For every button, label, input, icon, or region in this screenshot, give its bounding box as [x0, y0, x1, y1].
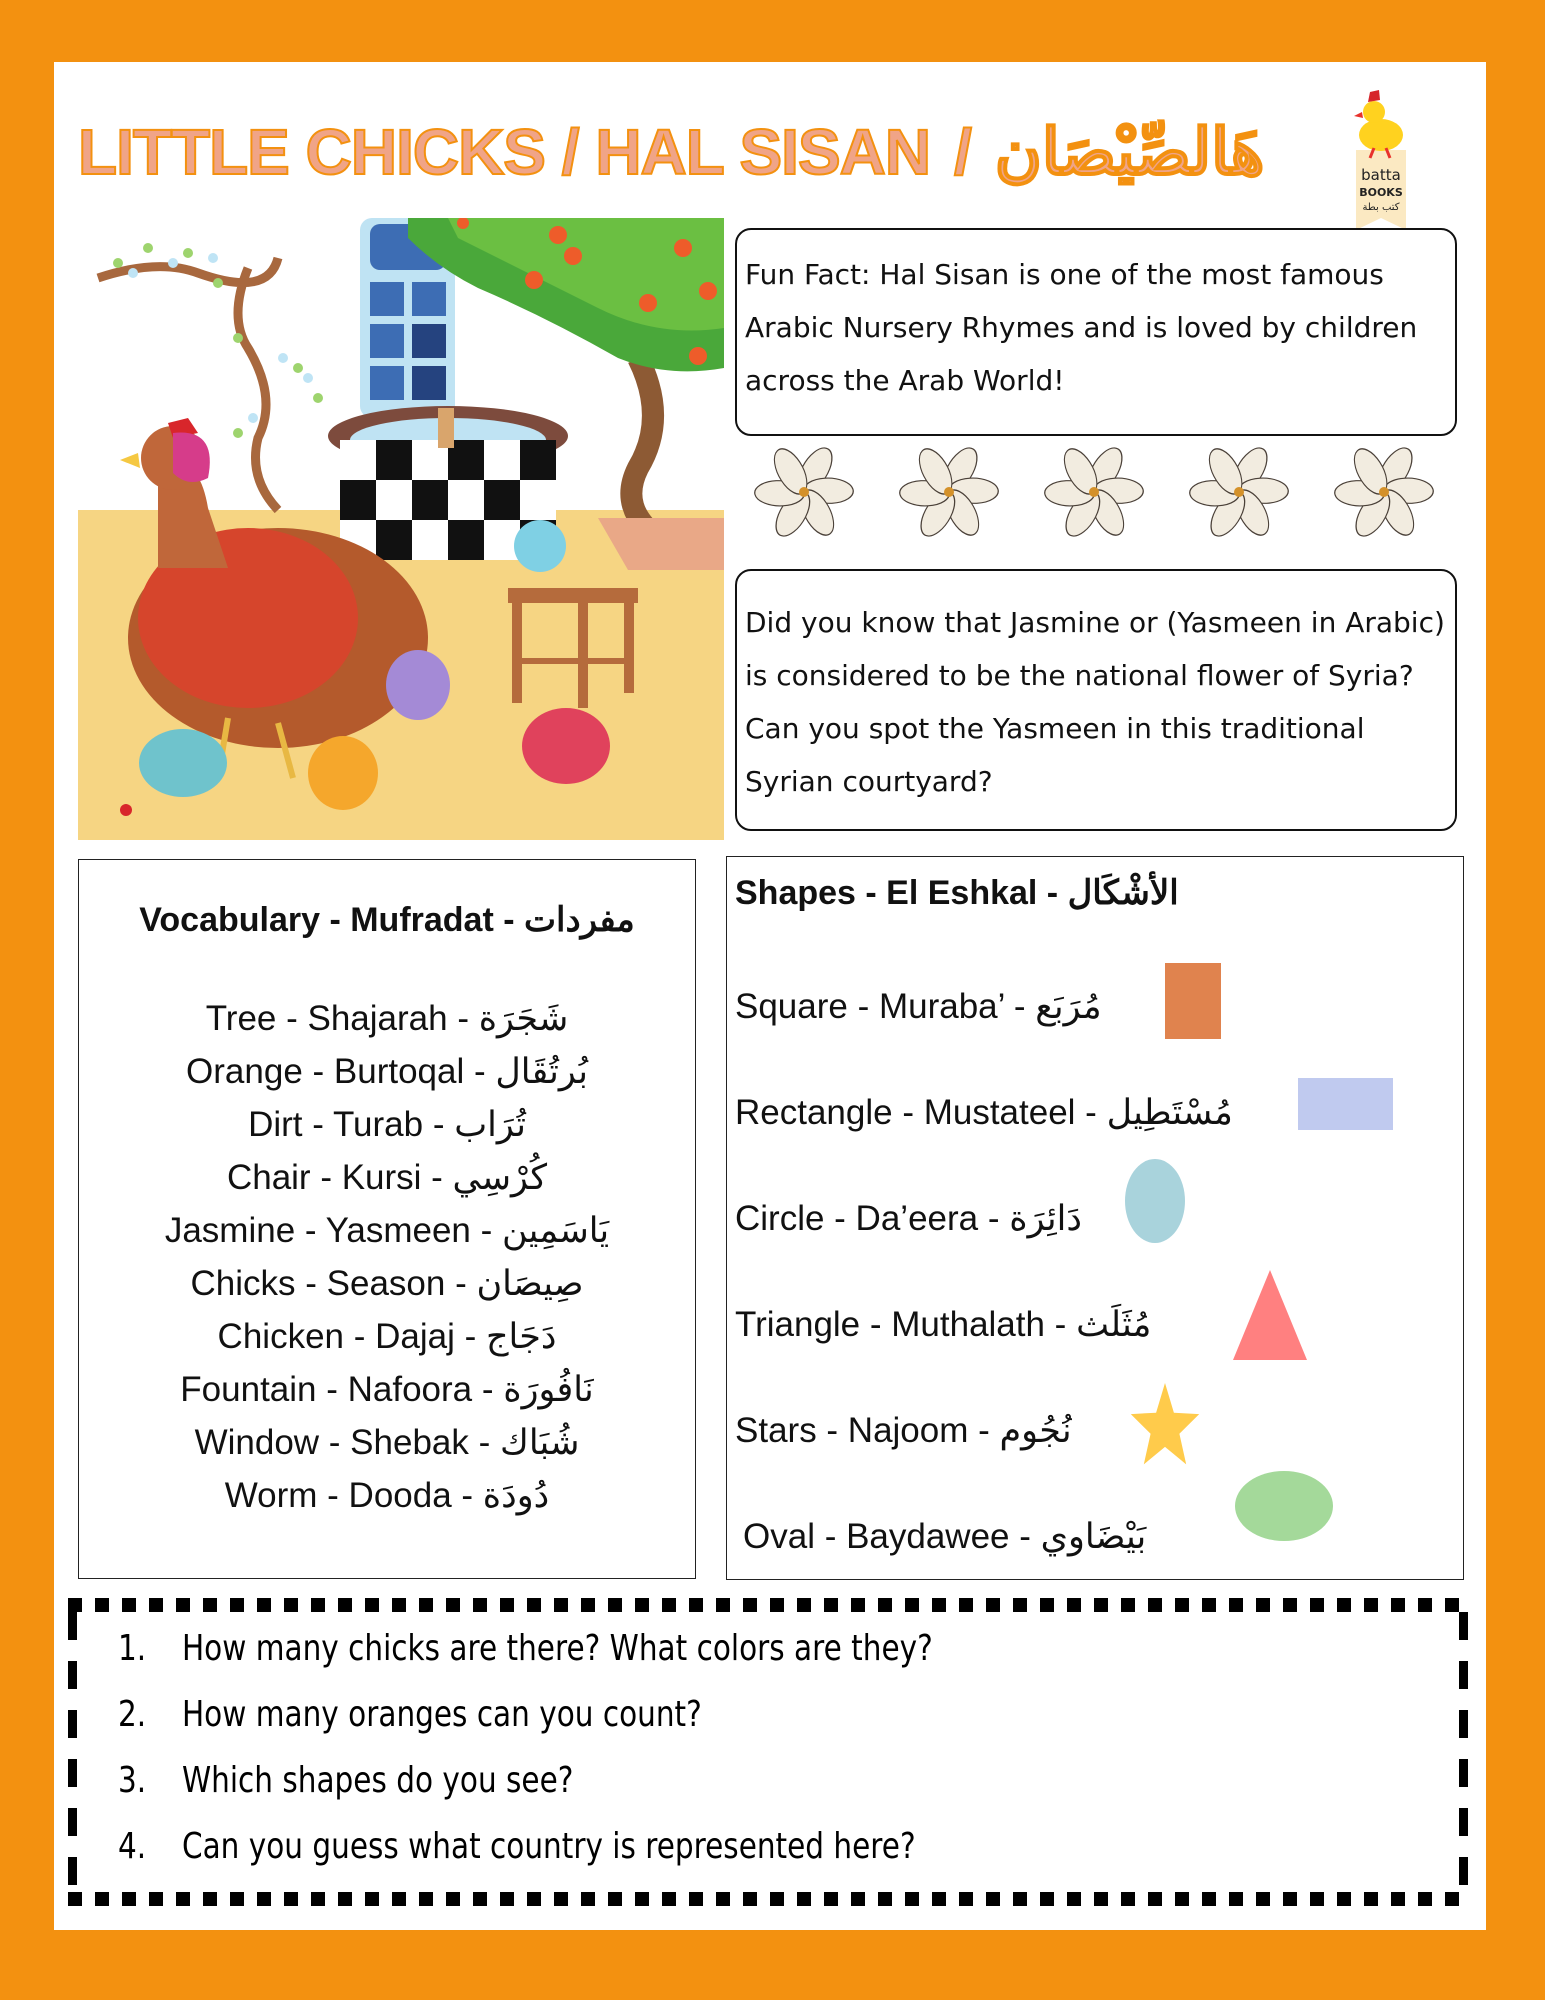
page-title [78, 102, 1368, 202]
fun-fact-text: Fun Fact: Hal Sisan is one of the most famous Arabic Nursery Rhymes and is loved by children across the Arab World! [745, 258, 1418, 397]
jasmine-flower-icon [1189, 442, 1289, 542]
question-item: 1. How many chicks are there? What colors are they? [118, 1628, 933, 1669]
flower-center [1234, 487, 1244, 497]
rectangle-shape-icon [1298, 1078, 1393, 1130]
chick-purple-illustration [386, 650, 450, 720]
shape-row-star: Stars - Najoom - نُجُوم [735, 1411, 1072, 1450]
question-item: 2. How many oranges can you count? [118, 1694, 702, 1735]
shape-row-triangle: Triangle - Muthalath - مُثَلَث [735, 1305, 1152, 1344]
svg-text:كتب بطة: كتب بطة [1362, 202, 1400, 213]
dashed-border-left [68, 1612, 77, 1892]
vocab-item: Orange - Burtoqal - بُرتُقَال [186, 1052, 588, 1091]
jasmine-flower-icon [899, 442, 999, 542]
courtyard-illustration [78, 218, 724, 840]
svg-text:batta: batta [1361, 166, 1401, 184]
chick-blue-illustration [139, 729, 227, 797]
batta-books-logo [1346, 80, 1416, 230]
shape-row-oval: Oval - Baydawee - بَيْضَاوي [743, 1517, 1147, 1556]
oval-shape-icon [1235, 1471, 1333, 1541]
ladybug-icon [120, 804, 132, 816]
fun-fact-box [735, 228, 1457, 436]
vocabulary-list [79, 992, 695, 1522]
fez-icon [1368, 90, 1380, 102]
vocab-item: Worm - Dooda - دُودَة [224, 1476, 550, 1515]
flower-center [799, 487, 809, 497]
vocab-item: Tree - Shajarah - شَجَرَة [205, 999, 569, 1038]
vocab-item: Fountain - Nafoora - نَافُورَة [180, 1370, 594, 1409]
question-item: 3. Which shapes do you see? [118, 1760, 574, 1801]
jasmine-fact-box [735, 569, 1457, 831]
vocab-item: Chair - Kursi - كُرْسِي [226, 1158, 548, 1197]
star-shape-icon [1129, 1377, 1201, 1471]
title-separator: / [954, 116, 971, 188]
shapes-title: Shapes - El Eshkal - الأشْكَال [735, 874, 1179, 912]
jasmine-fact-text: Did you know that Jasmine or (Yasmeen in Arabic) is considered to be the national flower of Syria? Can you spot the Yasmeen in this traditional Syrian courtyard? [745, 606, 1445, 798]
question-item: 4. Can you guess what country is represented here? [118, 1826, 916, 1867]
worksheet-page [54, 62, 1486, 1930]
shapes-box [726, 856, 1464, 1580]
dashed-border-right [1459, 1612, 1468, 1892]
chick-pink-illustration [522, 708, 610, 784]
square-shape-icon [1165, 963, 1221, 1039]
vocab-item: Chicks - Season - صِيصَان [190, 1264, 584, 1303]
jasmine-flower-icon [754, 442, 854, 542]
duck-head-icon [1363, 101, 1385, 123]
dashed-border-bottom [68, 1892, 1468, 1906]
circle-shape-icon [1125, 1159, 1185, 1243]
vocab-item: Jasmine - Yasmeen - يَاسَمِين [164, 1211, 610, 1250]
vocab-item: Dirt - Turab - تُرَاب [248, 1105, 526, 1144]
title-english: LITTLE CHICKS / HAL SISAN [78, 116, 931, 188]
shape-row-circle: Circle - Da’eera - دَائِرَة [735, 1199, 1082, 1238]
vocabulary-box [78, 859, 696, 1579]
duck-body-icon [1359, 119, 1403, 151]
jasmine-flowers-row [754, 442, 1434, 552]
flower-center [944, 487, 954, 497]
jasmine-flower-icon [1044, 442, 1144, 542]
shape-row-rectangle: Rectangle - Mustateel - مُسْتَطِيل [735, 1093, 1233, 1132]
vocab-item: Window - Shebak - شُبَاك [194, 1423, 580, 1462]
vocab-item: Chicken - Dajaj - دَجَاج [217, 1317, 557, 1356]
chick-sky-illustration [514, 520, 566, 572]
jasmine-flower-icon [1334, 442, 1434, 542]
vocabulary-title: Vocabulary - Mufradat - مفردات [139, 901, 635, 939]
questions-box [68, 1598, 1468, 1906]
flower-center [1379, 487, 1389, 497]
triangle-shape-icon [1233, 1270, 1307, 1360]
chick-yellow-illustration [308, 736, 378, 810]
title-arabic: هَالصِّيْصَان [994, 116, 1265, 188]
flower-center [1089, 487, 1099, 497]
svg-text:BOOKS: BOOKS [1359, 186, 1403, 199]
shape-row-square: Square - Muraba’ - مُرَبَع [735, 987, 1102, 1026]
dashed-border-top [68, 1598, 1468, 1612]
